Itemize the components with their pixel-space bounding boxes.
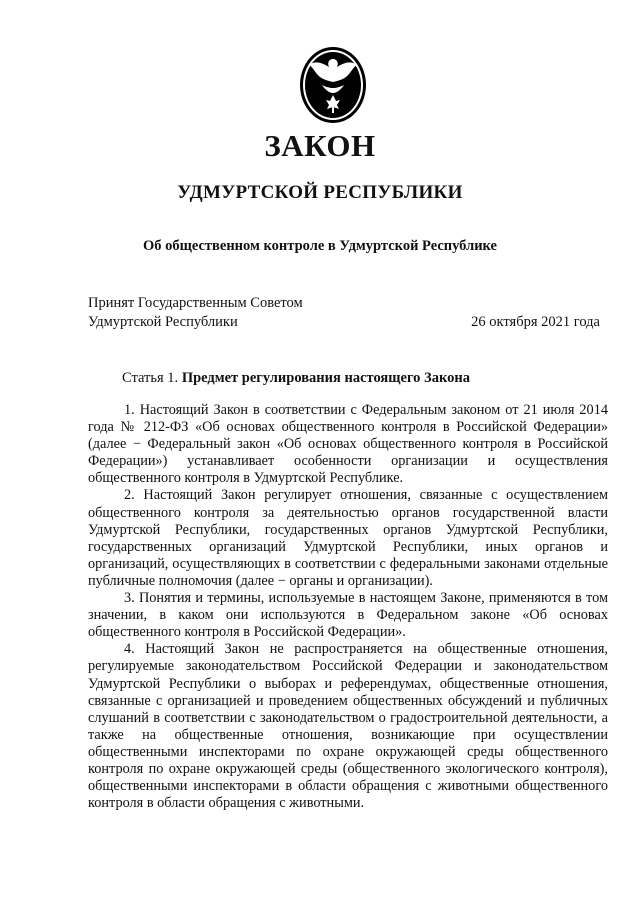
law-name: Об общественном контроле в Удмуртской Республике: [142, 238, 497, 254]
law-subtitle: УДМУРТСКОЙ РЕСПУБЛИКИ: [177, 182, 463, 203]
adoption-line-2: Удмуртской Республики: [88, 314, 238, 330]
paragraph-1: 1. Настоящий Закон в соответствии с Федеральным законом от 21 июля 2014 года № 212-ФЗ «Об основах общественного контроля в Российской Федерации» (далее − Федеральный закон «Об основах общественного контроля в Российской Федерации») устанавливает особенности организации и осуществления общественного контроля в Удмуртской Республике.: [88, 402, 608, 487]
article-title: Предмет регулирования настоящего Закона: [181, 370, 470, 386]
udmurtia-coat-of-arms-icon: [298, 45, 368, 125]
law-title: ЗАКОН: [264, 128, 376, 163]
article-number: Статья 1.: [122, 370, 179, 386]
adoption-block: [88, 294, 303, 332]
article-body: [88, 402, 608, 812]
adoption-date: 26 октября 2021 года: [471, 314, 600, 330]
paragraph-4: 4. Настоящий Закон не распространяется на общественные отношения, регулируемые законодательством Российской Федерации и законодательством Удмуртской Республики о выборах и референдумах, общественные отношения, связанные с организацией и проведением общественных обсуждений и публичных слушаний в соответствии с законодательством о градостроительной деятельности, а также на общественные отношения, возникающие при осуществлении общественными инспекторами по охране окружающей среды общественного контроля по охране окружающей среды (общественного экологического контроля), общественными инспекторами в области обращения с животными общественного контроля в области обращения с животными.: [88, 641, 608, 812]
paragraph-2: 2. Настоящий Закон регулирует отношения, связанные с осуществлением общественного контроля за деятельностью органов государственной власти Удмуртской Республики, государственных органов Удмуртской Республики, государственных организаций Удмуртской Республики, иных органов и организаций, осуществляющих в соответствии с федеральными законами отдельные публичные полномочия (далее − органы и организации).: [88, 487, 608, 589]
adoption-line-1: Принят Государственным Советом: [88, 295, 303, 311]
paragraph-3: 3. Понятия и термины, используемые в настоящем Законе, применяются в том значении, в каком они используются в Федеральном законе «Об основах общественного контроля в Российской Федерации».: [88, 590, 608, 641]
article-heading: [122, 370, 470, 387]
